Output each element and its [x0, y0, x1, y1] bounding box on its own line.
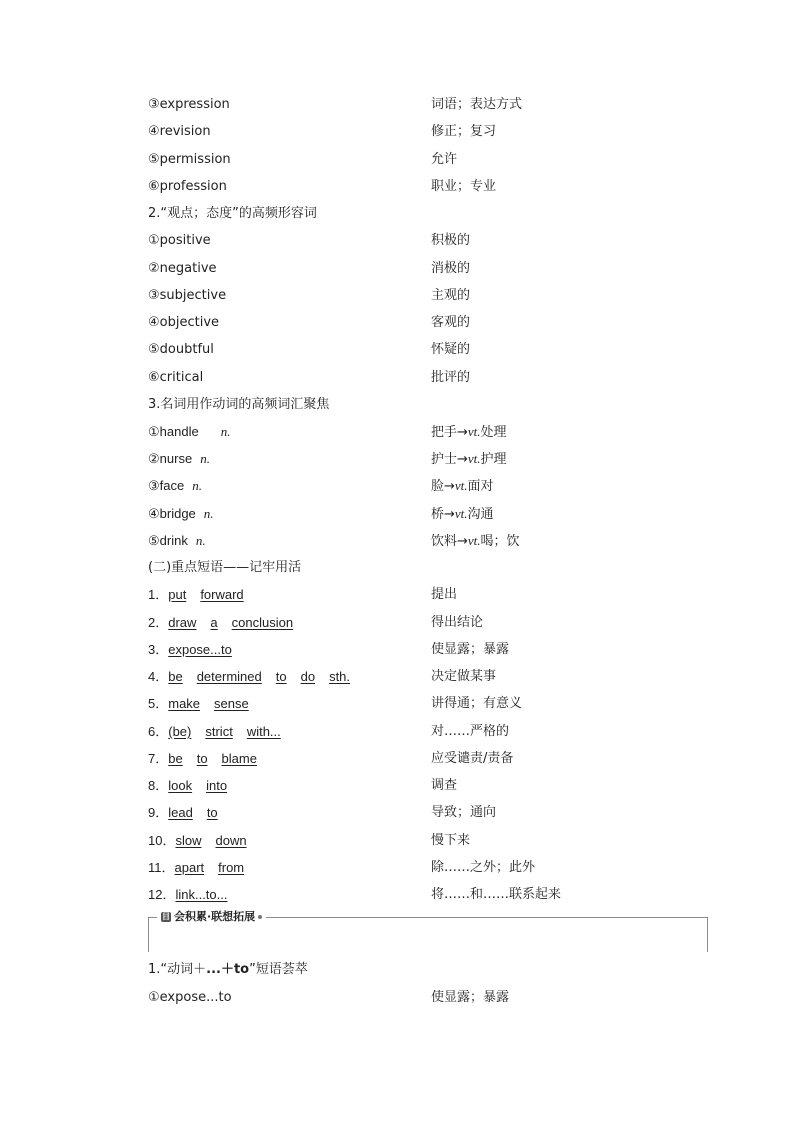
phrase-number: 9． — [148, 805, 169, 820]
chinese-meaning — [431, 475, 494, 498]
phrase-number: 2． — [148, 615, 169, 630]
heading-text: ”短语荟萃 — [249, 962, 308, 977]
phrase — [148, 857, 244, 880]
english-term: ①positive — [148, 233, 211, 248]
phrase-word: sense — [214, 696, 249, 711]
chinese-meaning — [431, 421, 507, 444]
chinese-meaning: 使显露；暴露 — [431, 642, 510, 657]
chinese-meaning: 调查 — [431, 778, 458, 793]
chinese-meaning — [431, 530, 520, 553]
english-term: ⑥profession — [148, 179, 227, 194]
phrase-word: sth. — [329, 669, 351, 684]
english-term: ①expose...to — [148, 990, 232, 1005]
english-term — [148, 421, 230, 444]
phrase-word: make — [168, 696, 201, 711]
verb-meaning: 喝；饮 — [480, 534, 520, 549]
verb-marker: vt. — [454, 478, 468, 493]
verb-marker: vt. — [467, 424, 481, 439]
vocab-row — [148, 530, 708, 552]
phrase-text — [175, 860, 245, 875]
term-word: ④bridge — [148, 506, 196, 521]
english-term: ②negative — [148, 261, 217, 276]
english-term: ⑤permission — [148, 152, 231, 167]
phrase-number: 6． — [148, 724, 169, 739]
phrase-word: be — [168, 751, 183, 766]
chinese-meaning: 决定做某事 — [431, 669, 497, 684]
verb-meaning: 护理 — [480, 452, 507, 467]
phrase-word: to — [206, 805, 218, 820]
phrase-word: to — [196, 751, 208, 766]
phrase-number: 3． — [148, 642, 169, 657]
phrase-text — [168, 724, 281, 739]
phrase-text — [175, 833, 246, 848]
phrase-row — [148, 748, 708, 770]
vocab-row — [148, 149, 708, 171]
phrase-text — [175, 887, 227, 902]
phrase-row — [148, 721, 708, 743]
phrase-word: conclusion — [231, 615, 294, 630]
phrase-word: strict — [205, 724, 233, 739]
vocab-row — [148, 339, 708, 361]
phrase-text — [168, 778, 227, 793]
verb-meaning: 面对 — [467, 479, 494, 494]
box-label — [157, 909, 266, 925]
phrase-text — [168, 642, 232, 657]
phrase-word: link...to... — [175, 887, 228, 902]
phrase-text — [168, 751, 257, 766]
phrase — [148, 884, 228, 907]
phrase-row — [148, 802, 708, 824]
phrase — [148, 666, 350, 689]
phrase-number: 7． — [148, 751, 169, 766]
chinese-meaning: 慢下来 — [431, 833, 471, 848]
phrase-row — [148, 693, 708, 715]
phrase-word: draw — [168, 615, 197, 630]
english-term: ⑤doubtful — [148, 342, 214, 357]
phrase-row — [148, 666, 708, 688]
noun-meaning: 护士→ — [431, 452, 468, 467]
chinese-meaning — [431, 503, 494, 526]
phrase-word: put — [168, 587, 187, 602]
part-of-speech: n. — [200, 451, 210, 466]
chinese-meaning: 消极的 — [431, 261, 471, 276]
english-term — [148, 475, 202, 498]
noun-meaning: 饮料→ — [431, 534, 468, 549]
section-heading: 3.名词用作动词的高频词汇聚焦 — [148, 397, 330, 412]
phrase-text — [168, 587, 243, 602]
chinese-meaning: 怀疑的 — [431, 342, 471, 357]
phrase-text — [168, 615, 293, 630]
phrase-word: lead — [168, 805, 193, 820]
vocab-row — [148, 285, 708, 307]
vocab-row — [148, 94, 708, 116]
english-term — [148, 530, 206, 553]
phrase-word: with... — [246, 724, 281, 739]
english-term: ③subjective — [148, 288, 227, 303]
phrase-word: down — [215, 833, 247, 848]
phrase-row — [148, 612, 708, 634]
phrase-word: forward — [200, 587, 244, 602]
english-term: ③expression — [148, 97, 230, 112]
chinese-meaning: 导致；通向 — [431, 805, 497, 820]
chinese-meaning: 客观的 — [431, 315, 471, 330]
english-term: ④revision — [148, 124, 211, 139]
phrase — [148, 639, 232, 662]
heading-text: 1.“动词＋ — [148, 962, 207, 977]
phrase-number: 10． — [148, 833, 176, 848]
phrase-row — [148, 884, 708, 906]
list-icon: 目 — [162, 912, 170, 921]
vocab-row — [148, 176, 708, 198]
phrase-word: determined — [196, 669, 262, 684]
phrase-text — [168, 696, 249, 711]
section-heading — [148, 959, 308, 981]
phrase — [148, 584, 244, 607]
chinese-meaning: 职业；专业 — [431, 179, 497, 194]
vocab-row — [148, 312, 708, 334]
phrase-word: into — [206, 778, 228, 793]
vocab-row — [148, 475, 708, 497]
noun-meaning: 桥→ — [431, 507, 455, 522]
vocab-row — [148, 121, 708, 143]
english-term: ④objective — [148, 315, 220, 330]
term-word: ⑤drink — [148, 533, 188, 548]
vocab-row — [148, 230, 708, 252]
verb-marker: vt. — [454, 506, 468, 521]
phrase-number: 8． — [148, 778, 169, 793]
phrase — [148, 721, 281, 744]
part-of-speech: n. — [192, 478, 202, 493]
part-of-speech: n. — [195, 533, 206, 548]
chinese-meaning: 提出 — [431, 587, 458, 602]
english-term — [148, 503, 214, 526]
term-word: ①handle — [148, 424, 199, 439]
section-heading: (二)重点短语——记牢用活 — [148, 560, 302, 575]
verb-meaning: 沟通 — [467, 507, 494, 522]
vocab-row — [148, 258, 708, 280]
phrase-row — [148, 775, 708, 797]
phrase-word: do — [300, 669, 316, 684]
phrase — [148, 830, 247, 853]
phrase-number: 12． — [148, 887, 176, 902]
phrase-word: slow — [175, 833, 202, 848]
english-term: ⑥critical — [148, 370, 204, 385]
heading-bold-text: ...＋to — [206, 962, 250, 977]
phrase-text — [168, 805, 217, 820]
term-word: ②nurse — [148, 451, 193, 466]
vocab-row — [148, 367, 708, 389]
chinese-meaning: 使显露；暴露 — [431, 990, 510, 1005]
chinese-meaning: 修正；复习 — [431, 124, 497, 139]
chinese-meaning: 批评的 — [431, 370, 471, 385]
phrase-word: blame — [221, 751, 257, 766]
phrase-number: 1． — [148, 587, 169, 602]
expansion-box — [148, 910, 708, 952]
chinese-meaning: 允许 — [431, 152, 458, 167]
phrase-number: 11． — [148, 860, 175, 875]
section-heading: 2.“观点；态度”的高频形容词 — [148, 206, 317, 221]
phrase-word: to — [275, 669, 287, 684]
phrase-number: 4． — [148, 669, 169, 684]
phrase — [148, 775, 227, 798]
noun-meaning: 脸→ — [431, 479, 455, 494]
phrase-row — [148, 830, 708, 852]
chinese-meaning: 除……之外；此外 — [431, 860, 536, 875]
vocab-row — [148, 448, 708, 470]
phrase-word: expose...to — [168, 642, 232, 657]
phrase-row — [148, 639, 708, 661]
phrase-row — [148, 857, 708, 879]
chinese-meaning: 对……严格的 — [431, 724, 510, 739]
phrase-row — [148, 584, 708, 606]
verb-marker: vt. — [467, 533, 481, 548]
part-of-speech: n. — [203, 506, 214, 521]
box-label-text: 会积累·联想拓展 — [174, 910, 256, 923]
phrase-word: a — [210, 615, 218, 630]
chinese-meaning — [431, 448, 507, 471]
phrase-number: 5． — [148, 696, 169, 711]
english-term — [148, 448, 210, 471]
phrase-word: (be) — [168, 724, 192, 739]
phrase — [148, 612, 293, 635]
phrase-text — [168, 669, 350, 684]
verb-marker: vt. — [467, 451, 481, 466]
phrase — [148, 693, 249, 716]
dot-icon — [258, 915, 262, 919]
phrase — [148, 748, 257, 771]
chinese-meaning: 将……和……联系起来 — [431, 887, 562, 902]
phrase-word: from — [218, 860, 245, 875]
phrase-word: be — [168, 669, 183, 684]
phrase-word: apart — [174, 860, 205, 875]
vocab-row — [148, 421, 708, 443]
term-word: ③face — [148, 478, 185, 493]
chinese-meaning: 应受谴责/责备 — [431, 751, 514, 766]
verb-meaning: 处理 — [480, 425, 507, 440]
chinese-meaning: 积极的 — [431, 233, 471, 248]
chinese-meaning: 主观的 — [431, 288, 471, 303]
chinese-meaning: 词语；表达方式 — [431, 97, 523, 112]
chinese-meaning: 讲得通；有意义 — [431, 696, 523, 711]
vocab-row — [148, 987, 708, 1009]
phrase-word: look — [168, 778, 193, 793]
noun-meaning: 把手→ — [431, 425, 468, 440]
phrase — [148, 802, 218, 825]
part-of-speech: n. — [220, 424, 231, 439]
vocab-row — [148, 503, 708, 525]
chinese-meaning: 得出结论 — [431, 615, 484, 630]
